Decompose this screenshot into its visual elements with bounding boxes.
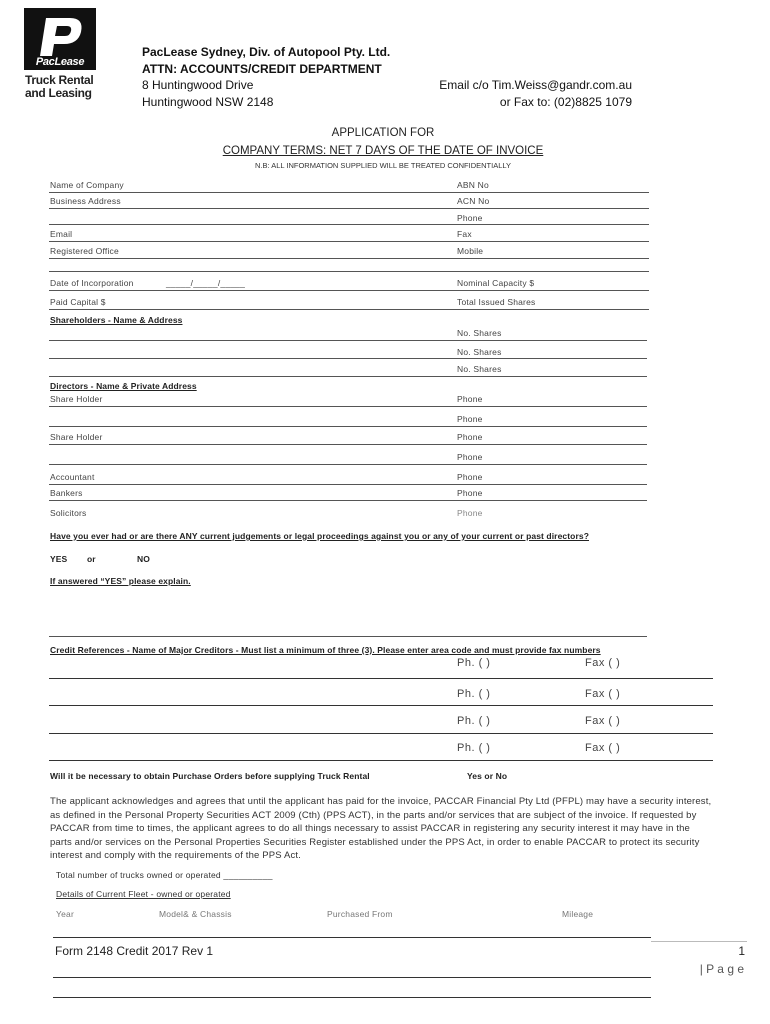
judgements-question: Have you ever had or are there ANY current judgements or legal proceedings against you or any of your current or past directors?: [50, 531, 589, 541]
label-nominal-capacity: Nominal Capacity $: [457, 278, 535, 288]
label-accountant-phone: Phone: [457, 472, 483, 482]
header-fax: or Fax to: (02)8825 1079: [499, 95, 632, 109]
directors-heading: Directors - Name & Private Address: [50, 381, 197, 391]
logo-tagline-2: and Leasing: [25, 86, 92, 100]
line-shareholder-1[interactable]: [49, 340, 647, 341]
fleet-col-model: Model& & Chassis: [159, 909, 232, 919]
logo-brand-text: PacLease: [35, 56, 85, 68]
judgements-yes[interactable]: YES: [50, 554, 68, 564]
label-abn: ABN No: [457, 180, 489, 190]
line-director-1b[interactable]: [49, 426, 647, 427]
footer-form-number: Form 2148 Credit 2017 Rev 1: [55, 944, 214, 958]
label-solicitors-phone: Phone: [457, 508, 483, 518]
line-email[interactable]: [49, 241, 649, 242]
credit-heading: Credit References - Name of Major Creditors - Must list a minimum of three (3). Please enter area code and must provide fax numbers: [50, 645, 601, 655]
line-date-of-incorporation[interactable]: [49, 290, 649, 291]
credit-ph-4: Ph. ( ): [457, 742, 491, 754]
line-bankers[interactable]: [49, 500, 647, 501]
line-registered-office-2[interactable]: [49, 271, 649, 272]
purchase-orders-question: Will it be necessary to obtain Purchase Orders before supplying Truck Rental: [50, 771, 370, 781]
label-accountant: Accountant: [50, 472, 95, 482]
line-paid-capital[interactable]: [49, 309, 649, 310]
label-paid-capital: Paid Capital $: [50, 297, 106, 307]
label-director-phone-3: Phone: [457, 432, 483, 442]
credit-fax-3: Fax ( ): [585, 715, 621, 727]
header-email: Email c/o Tim.Weiss@gandr.com.au: [439, 78, 632, 92]
fleet-col-purchased: Purchased From: [327, 909, 393, 919]
label-no-shares-3: No. Shares: [457, 364, 502, 374]
header-attn: ATTN: ACCOUNTS/CREDIT DEPARTMENT: [142, 62, 382, 76]
acknowledgement-paragraph: The applicant acknowledges and agrees that until the applicant has paid for the invoice, PACCAR Financial Pty Ltd (PFPL) may have a security interest, as defined in the Personal Property Securities ACT 2009 (Cth) (PPS ACT), in the parts and/or services that are subject of the invoice. If requested by PACCAR from time to times, the applicant agrees to do all things necessary to assist PACCAR in registering any security interest it may have in the parts and/or services on the Personal Properties Securities Register established under the PPS Act, in order to enable PACCAR to protect its security interest and comply with the requirements of the PPS Act.: [50, 796, 712, 861]
line-accountant[interactable]: [49, 484, 647, 485]
credit-fax-2: Fax ( ): [585, 688, 621, 700]
judgements-explain: If answered “YES” please explain.: [50, 576, 191, 586]
line-fleet-3[interactable]: [53, 997, 651, 998]
line-creditor-3[interactable]: [49, 733, 713, 734]
line-shareholder-3[interactable]: [49, 376, 647, 377]
label-business-address: Business Address: [50, 196, 121, 206]
line-explain[interactable]: [49, 636, 647, 637]
judgements-no[interactable]: NO: [137, 554, 150, 564]
label-director-phone-4: Phone: [457, 452, 483, 462]
label-share-holder-1: Share Holder: [50, 394, 103, 404]
line-creditor-4[interactable]: [49, 760, 713, 761]
header-address1: 8 Huntingwood Drive: [142, 78, 254, 92]
label-registered-office: Registered Office: [50, 246, 119, 256]
footer-page-number: 1: [738, 944, 745, 958]
judgements-or: or: [87, 554, 96, 564]
fleet-col-year: Year: [56, 909, 74, 919]
label-fax: Fax: [457, 229, 472, 239]
label-phone: Phone: [457, 213, 483, 223]
title-line2: COMPANY TERMS: NET 7 DAYS OF THE DATE OF INVOICE: [222, 145, 544, 157]
label-total-issued-shares: Total Issued Shares: [457, 297, 536, 307]
line-name-of-company[interactable]: [49, 192, 649, 193]
label-acn: ACN No: [457, 196, 490, 206]
label-email: Email: [50, 229, 73, 239]
label-mobile: Mobile: [457, 246, 484, 256]
label-no-shares-2: No. Shares: [457, 347, 502, 357]
credit-ph-2: Ph. ( ): [457, 688, 491, 700]
fleet-total[interactable]: Total number of trucks owned or operated __________: [56, 870, 273, 880]
title-note: N.B: ALL INFORMATION SUPPLIED WILL BE TREATED CONFIDENTIALLY: [254, 161, 512, 170]
label-share-holder-2: Share Holder: [50, 432, 103, 442]
label-name-of-company: Name of Company: [50, 180, 124, 190]
label-director-phone-1: Phone: [457, 394, 483, 404]
label-solicitors: Solicitors: [50, 508, 87, 518]
label-bankers-phone: Phone: [457, 488, 483, 498]
label-bankers: Bankers: [50, 488, 83, 498]
label-date-of-incorporation: Date of Incorporation: [50, 278, 134, 288]
credit-ph-1: Ph. ( ): [457, 657, 491, 669]
credit-fax-4: Fax ( ): [585, 742, 621, 754]
fleet-col-mileage: Mileage: [562, 909, 594, 919]
purchase-orders-answer[interactable]: Yes or No: [467, 771, 508, 781]
line-director-1[interactable]: [49, 406, 647, 407]
footer-page-label: | P a g e: [699, 962, 744, 976]
credit-fax-1: Fax ( ): [585, 657, 621, 669]
shareholders-heading: Shareholders - Name & Address: [50, 315, 183, 325]
title-line1: APPLICATION FOR: [331, 127, 435, 139]
line-footer-divider: [651, 941, 747, 942]
line-creditor-2[interactable]: [49, 705, 713, 706]
credit-ph-3: Ph. ( ): [457, 715, 491, 727]
line-director-2b[interactable]: [49, 464, 647, 465]
line-creditor-1[interactable]: [49, 678, 713, 679]
fleet-heading: Details of Current Fleet - owned or operated: [56, 889, 231, 899]
line-business-address-2[interactable]: [49, 224, 649, 225]
header-address2: Huntingwood NSW 2148: [142, 95, 274, 109]
line-fleet-2[interactable]: [53, 977, 651, 978]
header-company: PacLease Sydney, Div. of Autopool Pty. Ltd.: [142, 45, 391, 59]
line-director-2[interactable]: [49, 444, 647, 445]
date-blank[interactable]: _____/_____/_____: [166, 278, 246, 288]
line-business-address[interactable]: [49, 208, 649, 209]
label-director-phone-2: Phone: [457, 414, 483, 424]
logo-tagline-1: Truck Rental: [25, 73, 94, 87]
label-no-shares-1: No. Shares: [457, 328, 502, 338]
line-shareholder-2[interactable]: [49, 358, 647, 359]
line-fleet-1[interactable]: [53, 937, 651, 938]
line-registered-office[interactable]: [49, 258, 649, 259]
